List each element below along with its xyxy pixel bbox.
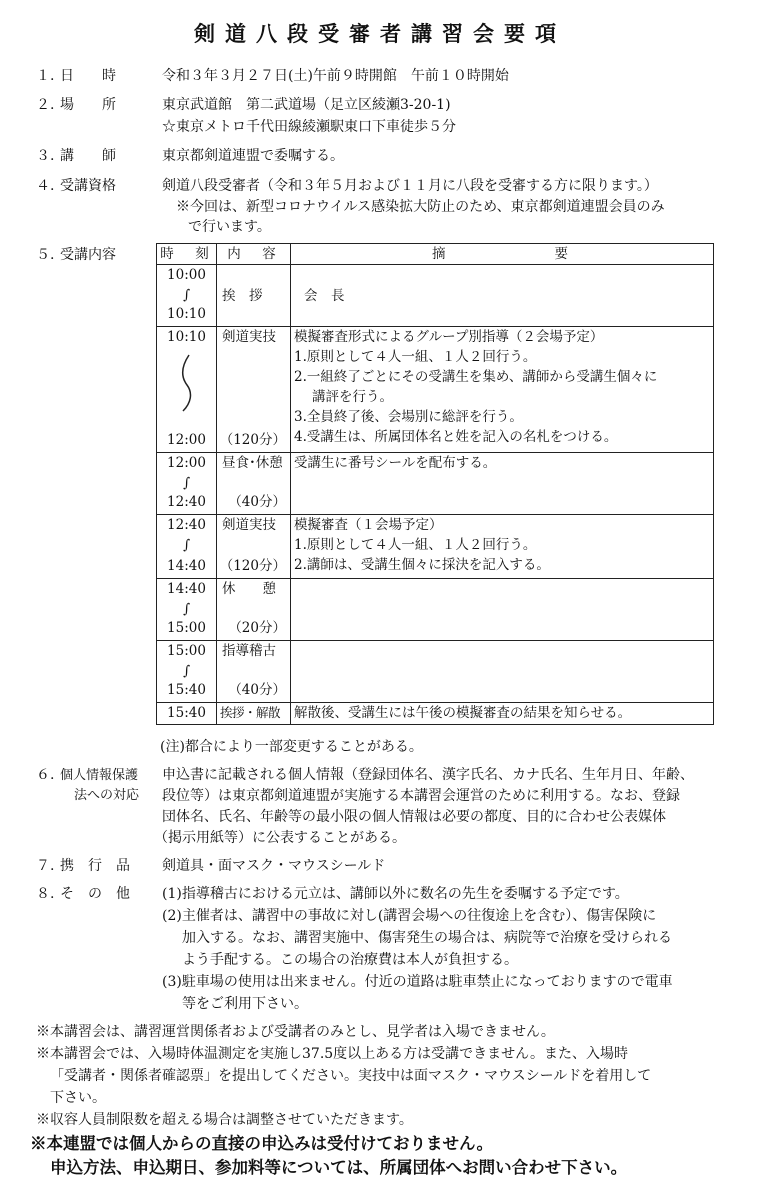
- note-line: ※本講習会は、講習運営関係者および受講者のみとし、見学者は入場できません。: [36, 1024, 555, 1040]
- section-text: ※今回は、新型コロナウイルス感染拡大防止のため、東京都剣道連盟会員のみ: [176, 199, 665, 215]
- detail-cell: [291, 453, 714, 515]
- content-name: 剣道実技: [222, 517, 276, 533]
- wave-tilde-icon: [177, 353, 197, 413]
- table-row: [157, 703, 714, 725]
- section-number: ７.: [36, 858, 55, 874]
- time-start: 12:00: [167, 455, 206, 471]
- detail-cell: [291, 515, 714, 579]
- note-line: 「受講者・関係者確認票」を提出してください。実技中は面マスク・マウスシールドを着用して: [50, 1068, 652, 1084]
- detail-line: 2.講師は、受講生個々に採決を記入する。: [294, 557, 550, 573]
- time-start: 15:40: [167, 705, 206, 721]
- tilde-icon: ∫: [182, 537, 191, 553]
- section-text: 令和３年３月２７日(土)午前９時開館 午前１０時開始: [162, 68, 509, 84]
- content-cell: [217, 641, 291, 703]
- time-start: 14:40: [167, 581, 206, 597]
- time-end: 15:40: [167, 682, 206, 698]
- tilde-icon: ∫: [182, 601, 191, 617]
- section-text: (2)主催者は、講習中の事故に対し(講習会場への往復途上を含む）、傷害保険に: [162, 908, 657, 924]
- section-label: 携 行 品: [60, 858, 130, 874]
- content-name: 挨 拶: [222, 287, 263, 304]
- header-time: 時 刻: [157, 244, 217, 265]
- time-start: 15:00: [167, 643, 206, 659]
- tilde-icon: ∫: [182, 287, 191, 303]
- section-number: ８.: [36, 886, 55, 902]
- bold-notice: 申込方法、申込期日、参加料等については、所属団体へお問い合わせ下さい。: [50, 1158, 628, 1177]
- time-cell: [157, 327, 217, 453]
- time-end: 12:40: [167, 494, 206, 510]
- content-cell: [217, 515, 291, 579]
- content-cell: [217, 579, 291, 641]
- detail-line: 受講生に番号シールを配布する。: [294, 455, 497, 471]
- section-label: 受講内容: [60, 247, 116, 263]
- content-duration: （40分）: [228, 494, 286, 510]
- content-duration: （120分）: [219, 432, 286, 448]
- schedule-table: [156, 243, 714, 725]
- section-label: 講 師: [60, 148, 116, 164]
- detail-line: 解散後、受講生には午後の模擬審査の結果を知らせる。: [294, 705, 632, 721]
- section-number: ４.: [36, 178, 55, 194]
- time-end: 15:00: [167, 620, 206, 636]
- section-text: 東京武道館 第二武道場（足立区綾瀬3-20-1): [162, 97, 451, 113]
- section-number: ３.: [36, 148, 55, 164]
- section-label: そ の 他: [60, 886, 130, 902]
- section-number: １.: [36, 68, 55, 84]
- time-start: 10:10: [167, 329, 206, 345]
- detail-cell: [291, 703, 714, 725]
- section-text: 申込書に記載される個人情報（登録団体名、漢字氏名、カナ氏名、生年月日、年齢、: [162, 767, 694, 783]
- section-text: ☆東京メトロ千代田線綾瀬駅東口下車徒歩５分: [162, 119, 456, 135]
- detail-line: 2.一組終了ごとにその受講生を集め、講師から受講生個々に: [294, 369, 658, 385]
- time-end: 12:00: [167, 432, 206, 448]
- section-text: （掲示用紙等）に公表することがある。: [154, 830, 406, 846]
- time-cell: [157, 453, 217, 515]
- section-text: 段位等）は東京都剣道連盟が実施する本講習会運営のために利用する。なお、登録: [162, 788, 680, 804]
- section-label: 個人情報保護: [60, 768, 139, 783]
- section-text: 等をご利用下さい。: [182, 996, 308, 1012]
- section-text: (1)指導稽古における元立は、講師以外に数名の先生を委嘱する予定です。: [162, 886, 629, 902]
- detail-line: 4.受講生は、所属団体名と姓を記入の名札をつける。: [294, 429, 618, 445]
- detail-line: 模擬審査形式によるグループ別指導（２会場予定）: [294, 329, 604, 345]
- detail-cell: [291, 641, 714, 703]
- content-duration: （40分）: [228, 682, 286, 698]
- detail-cell: [291, 327, 714, 453]
- detail-line: 会 長: [304, 287, 345, 304]
- section-number: ５.: [36, 247, 55, 263]
- table-row: [157, 265, 714, 327]
- table-row: [157, 515, 714, 579]
- section-text: 剣道八段受審者（令和３年５月および１１月に八段を受審する方に限ります。）: [162, 178, 658, 194]
- detail-cell: [291, 579, 714, 641]
- table-row: [157, 579, 714, 641]
- section-text: よう手配する。この場合の治療費は本人が負担する。: [182, 952, 518, 968]
- time-cell: [157, 579, 217, 641]
- section-label: 法への対応: [74, 788, 140, 803]
- time-end: 14:40: [167, 558, 206, 574]
- section-text: (3)駐車場の使用は出来ません。付近の道路は駐車禁止になっておりますので電車: [162, 974, 673, 990]
- content-cell: [217, 453, 291, 515]
- time-start: 12:40: [167, 517, 206, 533]
- section-number: ６.: [36, 767, 55, 783]
- time-cell: [157, 265, 217, 327]
- tilde-icon: ∫: [182, 475, 191, 491]
- section-label: 場 所: [60, 97, 116, 113]
- table-header-row: [157, 244, 714, 265]
- note-line: ※本講習会では、入場時体温測定を実施し37.5度以上ある方は受講できません。また、入場時: [36, 1046, 629, 1062]
- note-line: ※収容人員制限数を超える場合は調整させていただきます。: [36, 1112, 413, 1128]
- detail-line: 模擬審査（１会場予定）: [294, 517, 443, 533]
- section-label: 受講資格: [60, 178, 116, 194]
- section-text: 東京都剣道連盟で委嘱する。: [162, 148, 344, 164]
- content-cell: [217, 265, 291, 327]
- table-row: [157, 453, 714, 515]
- content-name: 剣道実技: [222, 329, 276, 345]
- section-text: 剣道具・面マスク・マウスシールド: [162, 858, 386, 874]
- detail-line: 1.原則として４人一組、１人２回行う。: [294, 349, 537, 365]
- detail-line: 3.全員終了後、会場別に総評を行う。: [294, 409, 523, 425]
- content-name: 休 憩: [222, 581, 276, 597]
- time-end: 10:10: [167, 306, 206, 322]
- section-text: で行います。: [188, 219, 271, 235]
- section-label: 日 時: [60, 68, 116, 84]
- time-start: 10:00: [167, 267, 206, 283]
- header-content: 内 容: [217, 244, 291, 265]
- content-duration: （20分）: [228, 620, 286, 636]
- table-row: [157, 641, 714, 703]
- page-title: 剣道八段受審者講習会要項: [194, 21, 566, 46]
- detail-cell: [291, 265, 714, 327]
- time-cell: [157, 641, 217, 703]
- bold-notice: ※本連盟では個人からの直接の申込みは受付けておりません。: [30, 1134, 493, 1153]
- section-text: 団体名、氏名、年齢等の最小限の個人情報は必要の都度、目的に合わせ公表媒体: [162, 809, 666, 825]
- tilde-icon: ∫: [182, 663, 191, 679]
- detail-line: 講評を行う。: [312, 389, 393, 405]
- content-duration: （120分）: [219, 558, 286, 574]
- content-cell: [217, 327, 291, 453]
- header-summary: 摘 要: [291, 244, 714, 265]
- content-name: 挨拶・解散: [220, 705, 281, 720]
- section-text: 加入する。なお、講習実施中、傷害発生の場合は、病院等で治療を受けられる: [182, 930, 672, 946]
- content-name: 昼食･休憩: [222, 455, 283, 471]
- table-row: [157, 327, 714, 453]
- schedule-note: (注)都合により一部変更することがある。: [160, 739, 423, 755]
- content-name: 指導稽古: [222, 643, 276, 659]
- time-cell: [157, 703, 217, 725]
- section-number: ２.: [36, 97, 55, 113]
- detail-line: 1.原則として４人一組、１人２回行う。: [294, 537, 537, 553]
- time-cell: [157, 515, 217, 579]
- content-cell: [217, 703, 291, 725]
- note-line: 下さい。: [50, 1090, 106, 1106]
